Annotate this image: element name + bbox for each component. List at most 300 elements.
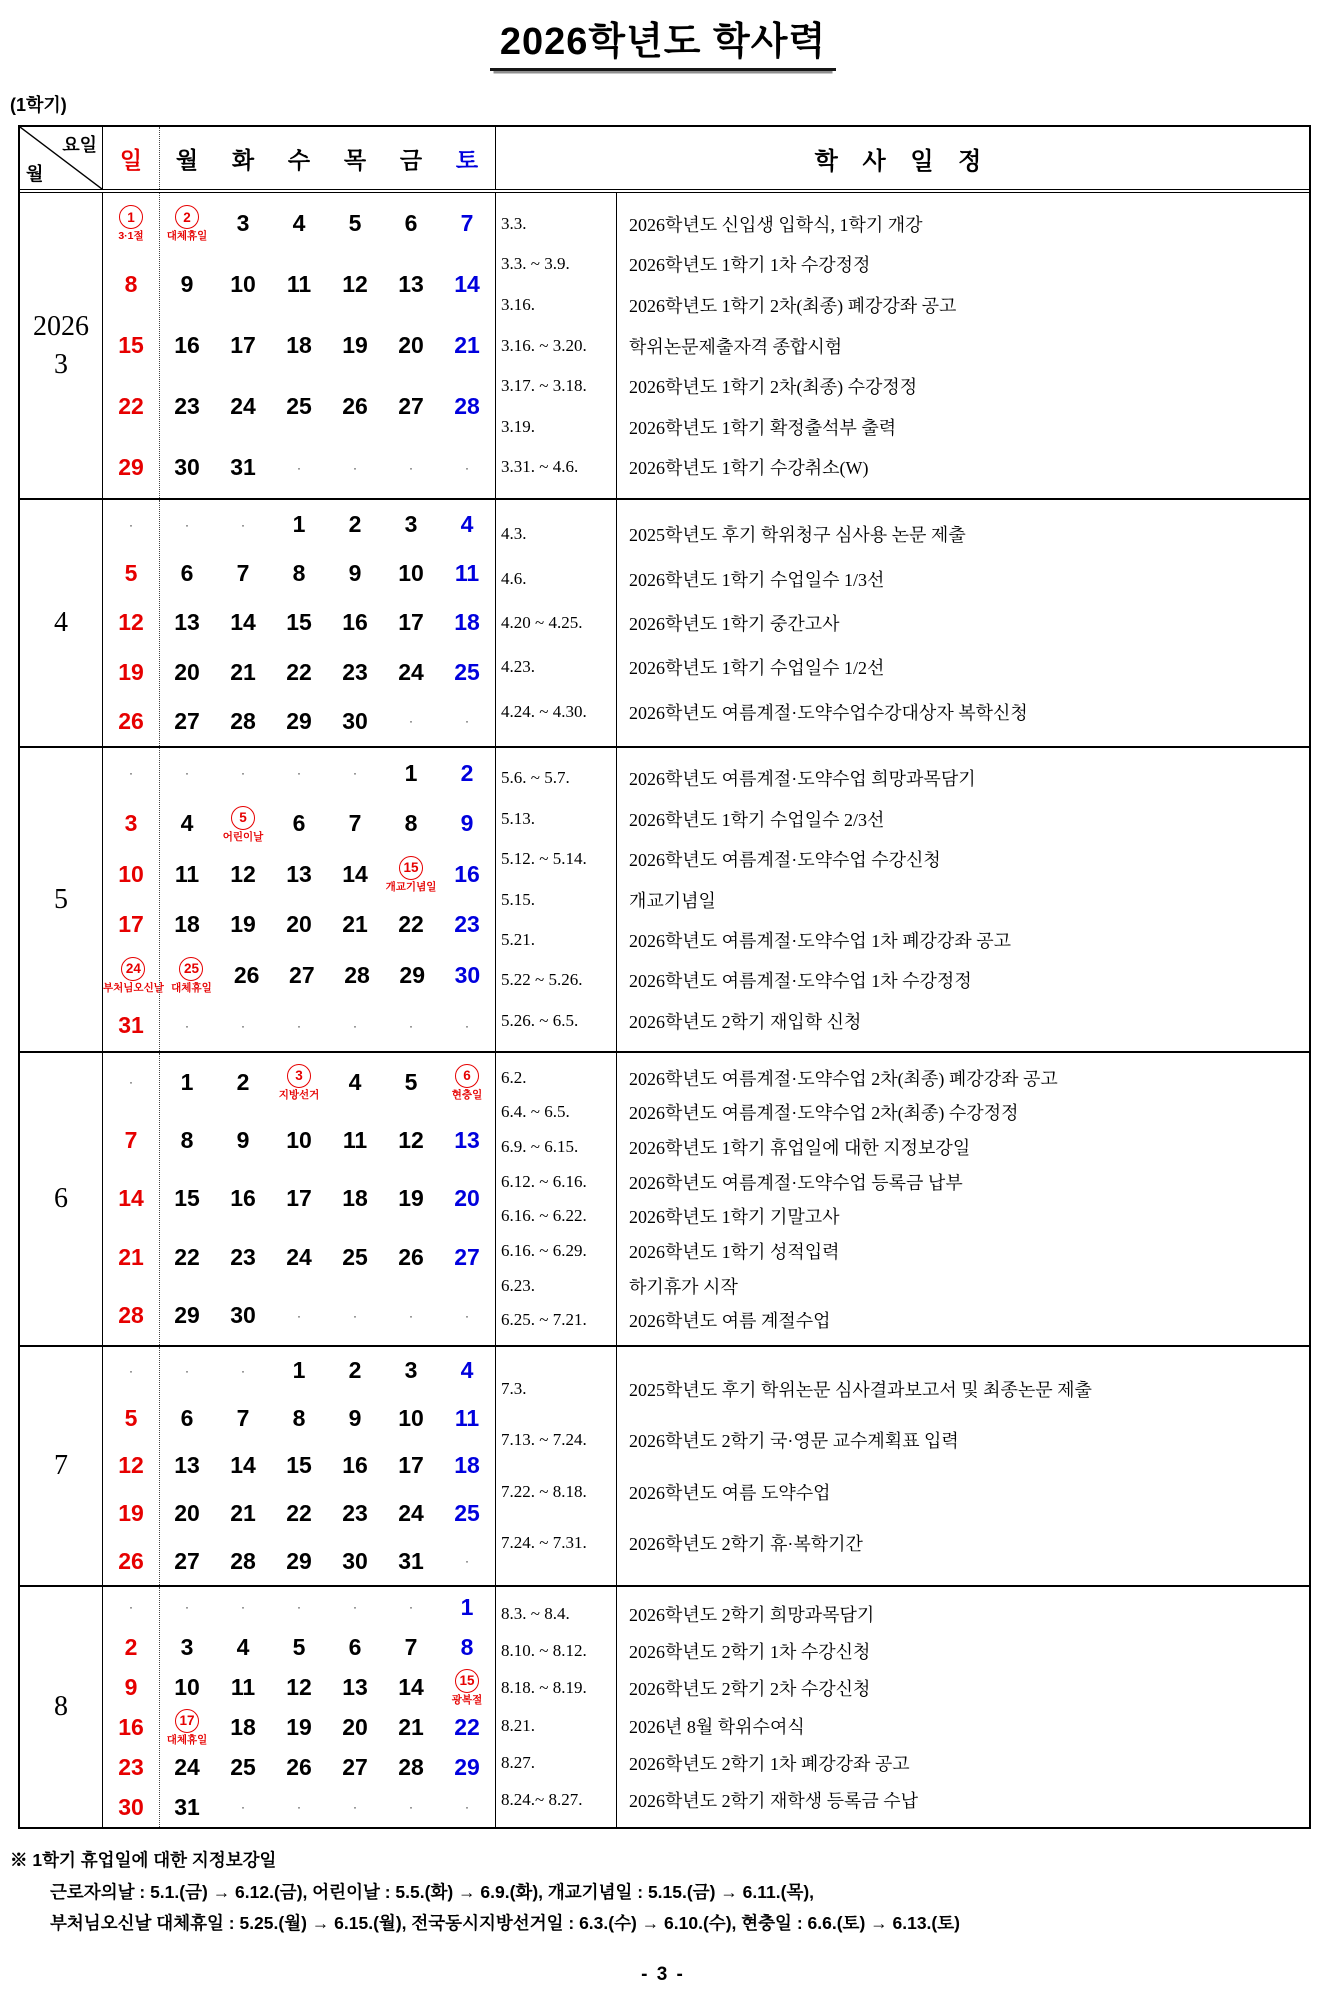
- calendar-week-row: [103, 697, 495, 746]
- event-row: [496, 887, 1309, 913]
- empty-day-dot: ·: [353, 1600, 357, 1614]
- day-number: 20: [342, 1713, 368, 1740]
- day-number: 1: [460, 1593, 474, 1620]
- event-date: 3.16.: [501, 294, 535, 314]
- day-number: 2: [348, 1357, 362, 1384]
- academic-calendar-page: [0, 10, 1326, 1986]
- calendar-weeks: [103, 500, 495, 746]
- day-number: 16: [342, 609, 368, 636]
- calendar-day-cell: [159, 193, 215, 254]
- calendar-day-cell: [271, 1228, 327, 1286]
- event-row: [496, 1273, 1309, 1299]
- calendar-day-cell: [439, 1707, 495, 1747]
- calendar-day-cell: [383, 1347, 439, 1395]
- day-number: 6: [404, 210, 418, 236]
- calendar-day-cell: [271, 1395, 327, 1443]
- calendar-day-cell: [271, 549, 327, 598]
- event-date: 6.12. ~ 6.16.: [501, 1171, 587, 1191]
- day-number: 6: [180, 1404, 194, 1431]
- calendar-day-cell: [439, 193, 495, 254]
- event-desc: 2025학년도 후기 학위청구 심사용 논문 제출: [629, 525, 966, 546]
- calendar-day-cell: [383, 315, 439, 376]
- day-number: 22: [174, 1243, 200, 1270]
- calendar-day-cell: [327, 1537, 383, 1585]
- event-desc: 개교기념일: [629, 890, 716, 911]
- calendar-day-cell: [215, 648, 271, 697]
- day-number: 11: [454, 1404, 480, 1431]
- day-number: 29: [454, 1753, 480, 1780]
- calendar-day-cell: [103, 799, 159, 850]
- event-date: 3.31. ~ 4.6.: [501, 457, 579, 477]
- calendar-week-row: [103, 1347, 495, 1395]
- year-label: 2026: [33, 310, 89, 342]
- day-number: 29: [286, 707, 312, 734]
- calendar-day-cell: [383, 1627, 439, 1667]
- calendar-day-cell: [159, 1490, 215, 1538]
- calendar-day-cell: [215, 598, 271, 647]
- day-number: 3: [404, 1357, 418, 1384]
- calendar-day-cell: [271, 1111, 327, 1169]
- calendar-empty-cell: [215, 500, 271, 549]
- day-number: 14: [230, 1452, 256, 1479]
- day-number: 11: [174, 860, 200, 887]
- event-date: 8.21.: [501, 1715, 535, 1735]
- day-number: 4: [180, 810, 194, 837]
- calendar-day-cell: [327, 648, 383, 697]
- day-number: 14: [230, 609, 256, 636]
- empty-day-dot: ·: [409, 714, 413, 729]
- day-number: 3: [124, 810, 138, 837]
- month-row-4: [20, 498, 1309, 746]
- calendar-week-row: [103, 1228, 495, 1286]
- calendar-day-cell: [383, 1170, 439, 1228]
- calendar-day-cell: [271, 193, 327, 254]
- event-desc: 2026학년도 여름계절·도약수업수강대상자 복학신청: [629, 702, 1028, 723]
- calendar-empty-cell: [383, 1587, 439, 1627]
- event-row: [496, 1238, 1309, 1264]
- calendar-day-cell: [271, 1347, 327, 1395]
- day-number: 31: [398, 1547, 424, 1574]
- calendar-empty-cell: [439, 697, 495, 746]
- event-row: [496, 1713, 1309, 1739]
- day-number: 6: [292, 810, 306, 837]
- event-row: [496, 806, 1309, 832]
- calendar-day-cell: [383, 1490, 439, 1538]
- calendar-week-row: [103, 1490, 495, 1538]
- day-number: 17: [286, 1185, 312, 1212]
- calendar-week-row: [103, 849, 495, 900]
- day-number: 26: [286, 1753, 312, 1780]
- day-number: 25: [454, 1500, 480, 1527]
- month-calendar: [103, 748, 495, 1051]
- footnote: [10, 1845, 1326, 1940]
- holiday-circled-day: 24: [121, 957, 145, 981]
- day-number: 8: [292, 560, 306, 587]
- day-number: 11: [342, 1127, 368, 1154]
- calendar-day-cell: [439, 1170, 495, 1228]
- day-number: 28: [398, 1753, 424, 1780]
- day-number: 10: [230, 271, 256, 297]
- calendar-day-cell: [159, 1707, 215, 1747]
- event-row: [496, 1099, 1309, 1125]
- day-number: 19: [398, 1185, 424, 1212]
- empty-day-dot: ·: [297, 1600, 301, 1614]
- calendar-day-cell: [215, 193, 271, 254]
- empty-day-dot: ·: [129, 1075, 133, 1090]
- calendar-day-cell: [383, 500, 439, 549]
- event-date: 8.24.~ 8.27.: [501, 1789, 583, 1809]
- calendar-empty-cell: [327, 1001, 383, 1052]
- calendar-day-cell: [215, 1228, 271, 1286]
- empty-day-dot: ·: [409, 1308, 413, 1323]
- calendar-empty-cell: [383, 1001, 439, 1052]
- day-number: 25: [230, 1753, 256, 1780]
- calendar-day-cell: [327, 598, 383, 647]
- calendar-day-cell: [159, 1787, 215, 1827]
- calendar-empty-cell: [103, 1053, 159, 1111]
- day-number: 8: [292, 1404, 306, 1431]
- empty-day-dot: ·: [409, 1600, 413, 1614]
- month-label: 5: [54, 883, 68, 915]
- calendar-day-cell: [215, 1667, 271, 1707]
- holiday-label: 현충일: [451, 1088, 483, 1101]
- empty-day-dot: ·: [241, 1800, 245, 1814]
- day-number: 8: [460, 1633, 474, 1660]
- holiday-circled-day: 15: [455, 1669, 479, 1693]
- day-number: 7: [236, 560, 250, 587]
- calendar-day-cell: [383, 254, 439, 315]
- day-number: 18: [454, 1452, 480, 1479]
- calendar-day-cell: [215, 1442, 271, 1490]
- calendar-day-cell: [159, 1442, 215, 1490]
- day-number: 25: [454, 658, 480, 685]
- calendar-empty-cell: [383, 1287, 439, 1345]
- calendar-day-cell: [439, 1053, 495, 1111]
- page-title-text: 2026학년도 학사력: [490, 21, 836, 71]
- calendar-day-cell: [103, 1395, 159, 1443]
- empty-day-dot: ·: [297, 460, 301, 475]
- day-number: 5: [292, 1633, 306, 1660]
- event-desc: 2026학년도 2학기 국·영문 교수계획표 입력: [629, 1431, 959, 1452]
- calendar-day-cell: [271, 697, 327, 746]
- empty-day-dot: ·: [465, 714, 469, 729]
- calendar-day-cell: [327, 849, 383, 900]
- empty-day-dot: ·: [465, 1800, 469, 1814]
- day-number: 24: [174, 1753, 200, 1780]
- event-desc: 2026학년도 1학기 수업일수 2/3선: [629, 809, 885, 830]
- calendar-week-row: [103, 1442, 495, 1490]
- calendar-day-cell: [219, 950, 274, 1001]
- day-number: 4: [236, 1633, 250, 1660]
- calendar-weeks: [103, 1347, 495, 1585]
- event-date: 6.9. ~ 6.15.: [501, 1136, 579, 1156]
- event-desc: 2026학년도 1학기 중간고사: [629, 613, 840, 634]
- calendar-day-cell: [103, 950, 164, 1001]
- event-desc: 2026학년도 신입생 입학식, 1학기 개강: [629, 214, 923, 235]
- calendar-day-cell: [271, 799, 327, 850]
- month-row-8: [20, 1585, 1309, 1827]
- day-number: 26: [342, 393, 368, 419]
- calendar-empty-cell: [215, 1787, 271, 1827]
- day-number: 29: [174, 1302, 200, 1329]
- calendar-day-cell: [439, 1111, 495, 1169]
- day-number: 21: [398, 1713, 424, 1740]
- day-number: 29: [286, 1547, 312, 1574]
- day-number: 28: [230, 1547, 256, 1574]
- calendar-week-row: [103, 1053, 495, 1111]
- event-date: 7.22. ~ 8.18.: [501, 1481, 587, 1501]
- day-number: 8: [180, 1127, 194, 1154]
- calendar-day-cell: [159, 437, 215, 498]
- event-row: [496, 1638, 1309, 1664]
- empty-day-dot: ·: [129, 1363, 133, 1378]
- calendar-day-cell: [383, 648, 439, 697]
- month-label-cell: [20, 748, 103, 1051]
- day-number: 19: [230, 911, 256, 938]
- holiday-label: 지방선거: [278, 1088, 320, 1101]
- calendar-day-cell: [439, 549, 495, 598]
- day-number: 20: [174, 658, 200, 685]
- event-date: 3.3.: [501, 213, 527, 233]
- event-date: 5.22 ~ 5.26.: [501, 970, 583, 990]
- calendar-week-row: [103, 1111, 495, 1169]
- event-date: 3.17. ~ 3.18.: [501, 376, 587, 396]
- month-row-6: [20, 1051, 1309, 1345]
- event-desc: 2026학년도 여름계절·도약수업 등록금 납부: [629, 1172, 963, 1193]
- calendar-day-cell: [103, 1170, 159, 1228]
- day-number: 27: [398, 393, 424, 419]
- calendar-day-cell: [271, 1170, 327, 1228]
- day-number: 18: [454, 609, 480, 636]
- day-number: 31: [174, 1793, 200, 1820]
- day-number: 9: [460, 810, 474, 837]
- calendar-day-cell: [327, 1053, 383, 1111]
- day-number: 17: [398, 609, 424, 636]
- event-row: [496, 566, 1309, 592]
- calendar-day-cell: [159, 648, 215, 697]
- calendar-empty-cell: [271, 1001, 327, 1052]
- day-number: 13: [454, 1127, 480, 1154]
- calendar-day-cell: [440, 950, 495, 1001]
- day-number: 30: [118, 1793, 144, 1820]
- day-number: 12: [230, 860, 256, 887]
- day-number: 6: [348, 1633, 362, 1660]
- calendar-day-cell: [159, 549, 215, 598]
- calendar-day-cell: [215, 1490, 271, 1538]
- calendar-day-cell: [271, 376, 327, 437]
- event-row: [496, 610, 1309, 636]
- month-events: [495, 1053, 1309, 1345]
- day-number: 15: [118, 332, 144, 358]
- calendar-day-cell: [159, 598, 215, 647]
- empty-day-dot: ·: [409, 460, 413, 475]
- footnote-line: 근로자의날 : 5.1.(금) → 6.12.(금), 어린이날 : 5.5.(화) → 6.9.(화), 개교기념일 : 5.15.(금) → 6.11.(목),: [50, 1881, 815, 1902]
- calendar-day-cell: [159, 799, 215, 850]
- calendar-day-cell: [439, 1228, 495, 1286]
- event-row: [496, 1065, 1309, 1091]
- day-number: 9: [180, 271, 194, 297]
- empty-day-dot: ·: [241, 766, 245, 781]
- event-row: [496, 1376, 1309, 1402]
- calendar-day-cell: [439, 376, 495, 437]
- calendar-day-cell: [439, 500, 495, 549]
- event-date: 3.3. ~ 3.9.: [501, 254, 570, 274]
- calendar-day-cell: [271, 1667, 327, 1707]
- event-date: 8.18. ~ 8.19.: [501, 1678, 587, 1698]
- event-row: [496, 1601, 1309, 1627]
- calendar-day-cell: [385, 950, 440, 1001]
- event-date: 6.2.: [501, 1067, 527, 1087]
- schedule-header-cell: [495, 127, 1309, 189]
- calendar-day-cell: [271, 648, 327, 697]
- calendar-day-cell: [103, 598, 159, 647]
- holiday-label: 광복절: [451, 1693, 483, 1706]
- event-row: [496, 1203, 1309, 1229]
- day-number: 12: [118, 609, 144, 636]
- event-row: [496, 1307, 1309, 1333]
- day-number: 31: [118, 1012, 144, 1039]
- calendar-day-cell: [327, 254, 383, 315]
- event-row: [496, 1479, 1309, 1505]
- day-number: 14: [342, 860, 368, 887]
- day-number: 2: [348, 511, 362, 538]
- day-number: 7: [236, 1404, 250, 1431]
- calendar-day-cell: [439, 1490, 495, 1538]
- calendar-day-cell: [271, 500, 327, 549]
- event-row: [496, 654, 1309, 680]
- calendar-day-cell: [439, 648, 495, 697]
- calendar-day-cell: [103, 1787, 159, 1827]
- month-calendar: [103, 1347, 495, 1585]
- calendar-day-cell: [327, 315, 383, 376]
- calendar-empty-cell: [439, 1787, 495, 1827]
- empty-day-dot: ·: [465, 1308, 469, 1323]
- calendar-day-cell: [271, 849, 327, 900]
- event-date: 4.20 ~ 4.25.: [501, 612, 583, 632]
- calendar-day-cell: [327, 799, 383, 850]
- calendar-day-cell: [327, 549, 383, 598]
- day-number: 17: [398, 1452, 424, 1479]
- empty-day-dot: ·: [241, 1363, 245, 1378]
- calendar-empty-cell: [271, 1287, 327, 1345]
- day-number: 17: [118, 911, 144, 938]
- month-row-3: [20, 193, 1309, 498]
- day-number: 15: [174, 1185, 200, 1212]
- calendar-empty-cell: [439, 1001, 495, 1052]
- day-number: 21: [342, 911, 368, 938]
- holiday-label: 3·1절: [118, 230, 144, 243]
- day-number: 21: [118, 1243, 144, 1270]
- day-number: 17: [230, 332, 256, 358]
- calendar-day-cell: [439, 598, 495, 647]
- calendar-empty-cell: [439, 1287, 495, 1345]
- calendar-day-cell: [383, 376, 439, 437]
- day-number: 16: [118, 1713, 144, 1740]
- calendar-day-cell: [383, 748, 439, 799]
- calendar-day-cell: [103, 376, 159, 437]
- month-calendar: [103, 193, 495, 498]
- month-label: 7: [54, 1450, 68, 1482]
- event-desc: 2026학년도 1학기 수강취소(W): [629, 458, 869, 479]
- day-number: 22: [286, 658, 312, 685]
- empty-day-dot: ·: [465, 1554, 469, 1569]
- holiday-circled-day: 3: [287, 1064, 311, 1088]
- day-number: 1: [292, 511, 306, 538]
- event-row: [496, 1675, 1309, 1701]
- day-number: 16: [230, 1185, 256, 1212]
- day-number: 19: [118, 1500, 144, 1527]
- event-row: [496, 521, 1309, 547]
- calendar-day-cell: [271, 254, 327, 315]
- empty-day-dot: ·: [185, 766, 189, 781]
- calendar-day-cell: [327, 376, 383, 437]
- day-number: 27: [289, 961, 315, 988]
- holiday-circled-day: 17: [175, 1709, 199, 1733]
- day-number: 2: [460, 759, 474, 786]
- calendar-day-cell: [159, 1287, 215, 1345]
- event-date: 7.24. ~ 7.31.: [501, 1533, 587, 1553]
- month-events: [495, 1587, 1309, 1827]
- event-row: [496, 699, 1309, 725]
- day-number: 30: [174, 454, 200, 480]
- holiday-circled-day: 6: [455, 1064, 479, 1088]
- calendar-day-cell: [383, 1707, 439, 1747]
- day-number: 12: [342, 271, 368, 297]
- day-number: 30: [342, 1547, 368, 1574]
- event-desc: 2026년 8월 학위수여식: [629, 1716, 805, 1737]
- event-desc: 2026학년도 여름계절·도약수업 2차(최종) 수강정정: [629, 1103, 1019, 1124]
- calendar-day-cell: [159, 697, 215, 746]
- calendar-day-cell: [159, 1627, 215, 1667]
- event-date: 7.3.: [501, 1378, 527, 1398]
- day-number: 5: [124, 1404, 138, 1431]
- day-number: 9: [236, 1127, 250, 1154]
- day-number: 14: [118, 1185, 144, 1212]
- event-desc: 2026학년도 2학기 휴·복학기간: [629, 1534, 863, 1555]
- calendar-week-row: [103, 1627, 495, 1667]
- calendar-weeks: [103, 1053, 495, 1345]
- calendar-day-cell: [383, 193, 439, 254]
- calendar-week-row: [103, 315, 495, 376]
- day-number: 11: [230, 1673, 256, 1700]
- empty-day-dot: ·: [353, 766, 357, 781]
- calendar-empty-cell: [327, 1287, 383, 1345]
- calendar-day-cell: [159, 1053, 215, 1111]
- calendar-week-row: [103, 598, 495, 647]
- calendar-weeks: [103, 193, 495, 498]
- day-number: 7: [124, 1127, 138, 1154]
- semester-label: (1학기): [10, 95, 67, 115]
- table-header-row: [20, 127, 1309, 193]
- calendar-day-cell: [327, 1395, 383, 1443]
- calendar-day-cell: [439, 1442, 495, 1490]
- corner-cell: [20, 127, 103, 189]
- day-number: 10: [398, 1404, 424, 1431]
- calendar-day-cell: [103, 193, 159, 254]
- day-number: 18: [174, 911, 200, 938]
- day-number: 1: [292, 1357, 306, 1384]
- calendar-empty-cell: [159, 1347, 215, 1395]
- day-number: 26: [118, 707, 144, 734]
- day-number: 16: [174, 332, 200, 358]
- event-desc: 2026학년도 2학기 1차 폐강강좌 공고: [629, 1753, 910, 1774]
- event-date: 5.6. ~ 5.7.: [501, 768, 570, 788]
- day-number: 26: [398, 1243, 424, 1270]
- calendar-day-cell: [215, 1747, 271, 1787]
- day-number: 24: [286, 1243, 312, 1270]
- day-number: 29: [118, 454, 144, 480]
- event-date: 5.26. ~ 6.5.: [501, 1010, 579, 1030]
